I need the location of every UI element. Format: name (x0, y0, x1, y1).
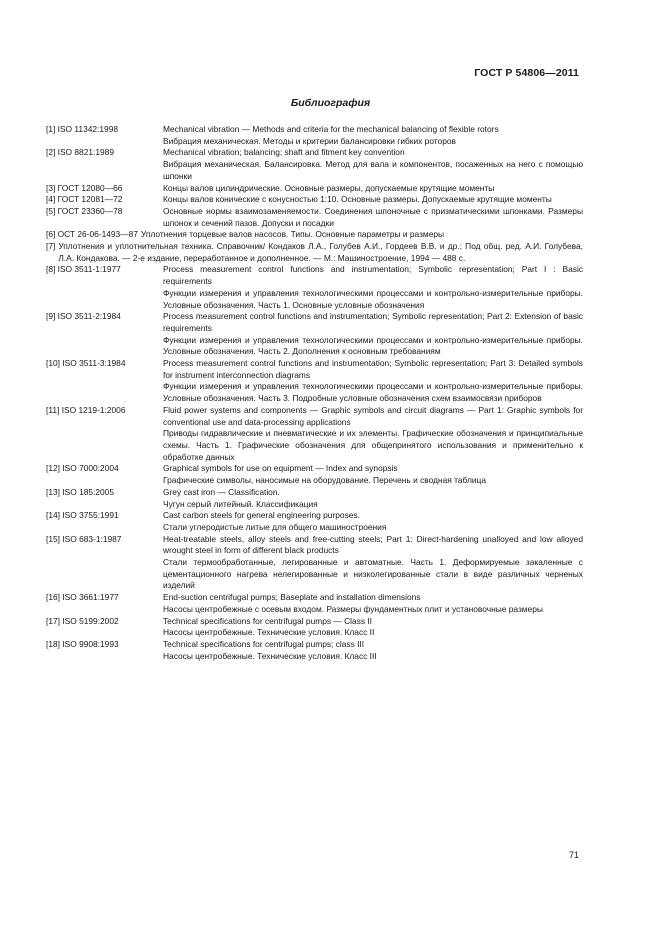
bibliography-entry (46, 639, 583, 662)
entry-title: Fluid power systems and components — Graphic symbols and circuit diagrams — Part 1: Graphic symbols for conventional use and data-processing applications (163, 404, 583, 427)
entry-standard-code: ГОСТ 12081—72 (57, 194, 123, 205)
bibliography-entry (46, 510, 583, 533)
entry-standard-code: ISO 1219-1:2006 (61, 404, 126, 415)
entry-number: [4] (46, 194, 56, 205)
bibliography-title: Библиография (290, 97, 371, 109)
entry-title: Cast carbon steels for general engineering purposes. (163, 510, 360, 521)
entry-reference (46, 183, 163, 195)
entry-description (163, 194, 583, 206)
entry-reference (46, 463, 163, 475)
bibliography-entry (46, 405, 583, 464)
entry-reference (46, 487, 163, 499)
entry-number: [17] (46, 615, 60, 626)
entry-standard-code: ISO 3511-1:1977 (57, 264, 121, 275)
entry-description (141, 229, 583, 241)
entry-standard-code: ISO 7000:2004 (62, 463, 119, 474)
entry-translation: Функции измерения и управления технологическими процессами и контрольно-измерительные приборы. Условные обозначения. Часть 2. Дополнения к основным требованиям (163, 334, 583, 357)
entry-description (163, 510, 583, 533)
entry-number: [8] (46, 264, 56, 275)
entry-title: Grey cast iron — Classification. (163, 486, 280, 497)
entry-number: [7] (46, 241, 56, 252)
entry-description (163, 183, 583, 195)
bibliography-entry (46, 463, 583, 486)
entry-number: [2] (46, 147, 56, 158)
entry-reference (46, 592, 163, 604)
entry-description (163, 463, 583, 486)
entry-description (163, 206, 583, 229)
entry-translation: Приводы гидравлические и пневматические и их элементы. Графические обозначения и принципиальные схемы. Часть 1. Графические обозначения для общепринятого использования и применительно к обработке данных (163, 428, 583, 462)
entry-standard-code: ISO 5199:2002 (62, 615, 119, 626)
entry-reference (46, 147, 163, 159)
entry-reference (46, 124, 163, 136)
entry-description (163, 124, 583, 147)
entry-number: [11] (46, 404, 60, 415)
entry-number: [9] (46, 311, 56, 322)
entry-translation: Вибрация механическая. Балансировка. Метод для вала и компонентов, посаженных на него с помощью шпонки (163, 159, 583, 181)
entry-title: Mechanical vibration — Methods and criteria for the mechanical balancing of flexible rotors (163, 124, 499, 134)
entry-description (163, 358, 583, 405)
entry-standard-code: ISO 3661:1977 (62, 592, 119, 603)
entry-translation: Функции измерения и управления технологическими процессами и контрольно-измерительные приборы. Условные обозначения. Часть 1. Основные условные обозначения (163, 287, 583, 310)
bibliography-entry (46, 616, 583, 639)
bibliography-entry (46, 124, 583, 147)
entry-number: [6] (46, 229, 56, 240)
entry-description (163, 147, 583, 182)
entry-reference (46, 206, 163, 218)
entry-title: Уплотнения торцевые валов насосов. Типы. Основные параметры и размеры (140, 229, 445, 240)
entry-standard-code: ISO 9908:1993 (62, 638, 119, 649)
entry-translation: Вибрация механическая. Методы и критерии балансировки гибких роторов (163, 135, 456, 146)
entry-number: [10] (46, 358, 60, 369)
entry-title: End-suction centrifugal pumps; Baseplate and installation dimensions (163, 592, 421, 603)
entry-reference (46, 405, 163, 417)
entry-description (163, 487, 583, 510)
bibliography-entry (46, 229, 583, 241)
entry-standard-code: ОСТ 26-06-1493—87 (57, 229, 138, 240)
entry-reference (46, 639, 163, 651)
entry-description (163, 592, 583, 615)
entry-translation: Стали термообработанные, легированные и автоматные. Часть 1. Деформируемые закаленные с цементационного нагрева нелегированные и низколегированные стали в виде различных черненых изделий (163, 557, 583, 591)
entry-number: [3] (46, 182, 56, 193)
document-code-header: ГОСТ Р 54806—2011 (474, 67, 579, 79)
entry-title: Heat-treatable steels, alloy steels and free-cutting steels; Part 1: Direct-hardening unalloyed and low alloyed wrought steel in form of different black products (163, 533, 583, 556)
entry-description (163, 616, 583, 639)
bibliography-entry (46, 534, 583, 593)
entry-standard-code: ГОСТ 12080—66 (57, 182, 123, 193)
bibliography-entry (46, 194, 583, 206)
entry-number: [14] (46, 510, 60, 521)
entry-reference (46, 510, 163, 522)
entry-title: Technical specifications for centrifugal pumps; class III (163, 638, 365, 649)
entry-reference (46, 264, 163, 276)
bibliography-entry (46, 487, 583, 510)
entry-translation: Насосы центробежные. Технические условия. Класс III (163, 650, 377, 661)
entry-description (163, 311, 583, 358)
entry-standard-code: ISO 185:2005 (62, 486, 114, 497)
entry-description (163, 534, 583, 593)
entry-standard-code: ISO 8821:1989 (57, 147, 114, 158)
entry-translation: Функции измерения и управления технологическими процессами и контрольно-измерительные приборы. Условные обозначения. Часть 3. Подробные условные обозначения схем взаимосвязи приборов (163, 381, 583, 404)
entry-title: Process measurement control functions and instrumentation; Symbolic representation; Part 3: Detailed symbols for instrument interconnection diagrams (163, 358, 583, 380)
entry-reference (46, 194, 163, 206)
entry-standard-code: ISO 11342:1998 (57, 124, 119, 134)
entry-number: [15] (46, 533, 60, 544)
entry-standard-code: ISO 3755:1991 (62, 510, 119, 521)
entry-translation: Чугун серый литейный. Классификация (163, 498, 318, 509)
entry-standard-code: ISO 3511-2:1984 (57, 311, 121, 322)
entry-number: [18] (46, 638, 60, 649)
entry-title: Graphical symbols for use on equipment — Index and synopsis (163, 463, 398, 474)
entry-title: Основные нормы взаимозаменяемости. Соединения шпоночные с призматическими шпонками. Размеры шпонок и сечений пазов. Допуски и посадки (163, 205, 583, 228)
entry-number: [1] (46, 124, 56, 134)
entry-standard-code: ГОСТ 23360—78 (57, 205, 123, 216)
entry-title: Process measurement control functions and instrumentation; Symbolic representation; Part 2: Extension of basic requirements (163, 311, 583, 333)
entry-description (163, 639, 583, 662)
entry-title: Mechanical vibration; balancing; shaft and fitment key convention (163, 147, 405, 158)
bibliography-entry (46, 241, 583, 264)
entry-standard-code: ISO 3511-3:1984 (62, 358, 126, 369)
entry-translation: Насосы центробежные. Технические условия. Класс II (163, 627, 375, 638)
entry-title: Technical specifications for centrifugal pumps — Class II (163, 615, 372, 626)
entry-title: Концы валов цилиндрические. Основные размеры, допускаемые крутящие моменты (163, 182, 495, 193)
entry-reference (46, 616, 163, 628)
entry-translation: Стали углеродистые литые для общего машиностроения (163, 521, 387, 532)
entry-description (163, 405, 583, 464)
bibliography-entry (46, 147, 583, 182)
entry-reference (46, 241, 55, 253)
entry-reference (46, 358, 163, 370)
entry-number: [16] (46, 592, 60, 603)
entry-reference (46, 229, 138, 241)
entry-translation: Графические символы, наносимые на оборудование. Перечень и сводная таблица (163, 475, 486, 486)
bibliography-entry (46, 311, 583, 358)
page-number: 71 (568, 850, 579, 860)
entry-title: Концы валов конические с конусностью 1:10. Основные размеры. Допускаемые крутящие моменты (163, 194, 552, 205)
bibliography-entry (46, 264, 583, 311)
bibliography-list (46, 124, 583, 662)
entry-reference (46, 311, 163, 323)
entry-description (163, 264, 583, 311)
entry-number: [12] (46, 463, 60, 474)
bibliography-entry (46, 358, 583, 405)
entry-translation: Насосы центробежные с осевым входом. Размеры фундаментных плит и установочные размеры (163, 603, 543, 614)
bibliography-entry (46, 183, 583, 195)
entry-title: Process measurement control functions and instrumentation; Symbolic representation; Part I : Basic requirements (163, 264, 583, 287)
entry-standard-code: ISO 683-1:1987 (62, 533, 122, 544)
entry-number: [13] (46, 486, 60, 497)
bibliography-entry (46, 206, 583, 229)
entry-title: Уплотнения и уплотнительная техника. Справочник/ Кондаков Л.А., Голубев А.И., Гордеев В.В. и др.; Под общ. ред. А.И. Голубева, Л.А. Кондакова. — 2-е издание, переработанное и дополненное. — М.: Машиностроение, 1994 — 488 с. (58, 241, 583, 263)
entry-description (58, 241, 583, 264)
entry-reference (46, 534, 163, 546)
bibliography-entry (46, 592, 583, 615)
entry-number: [5] (46, 205, 56, 216)
